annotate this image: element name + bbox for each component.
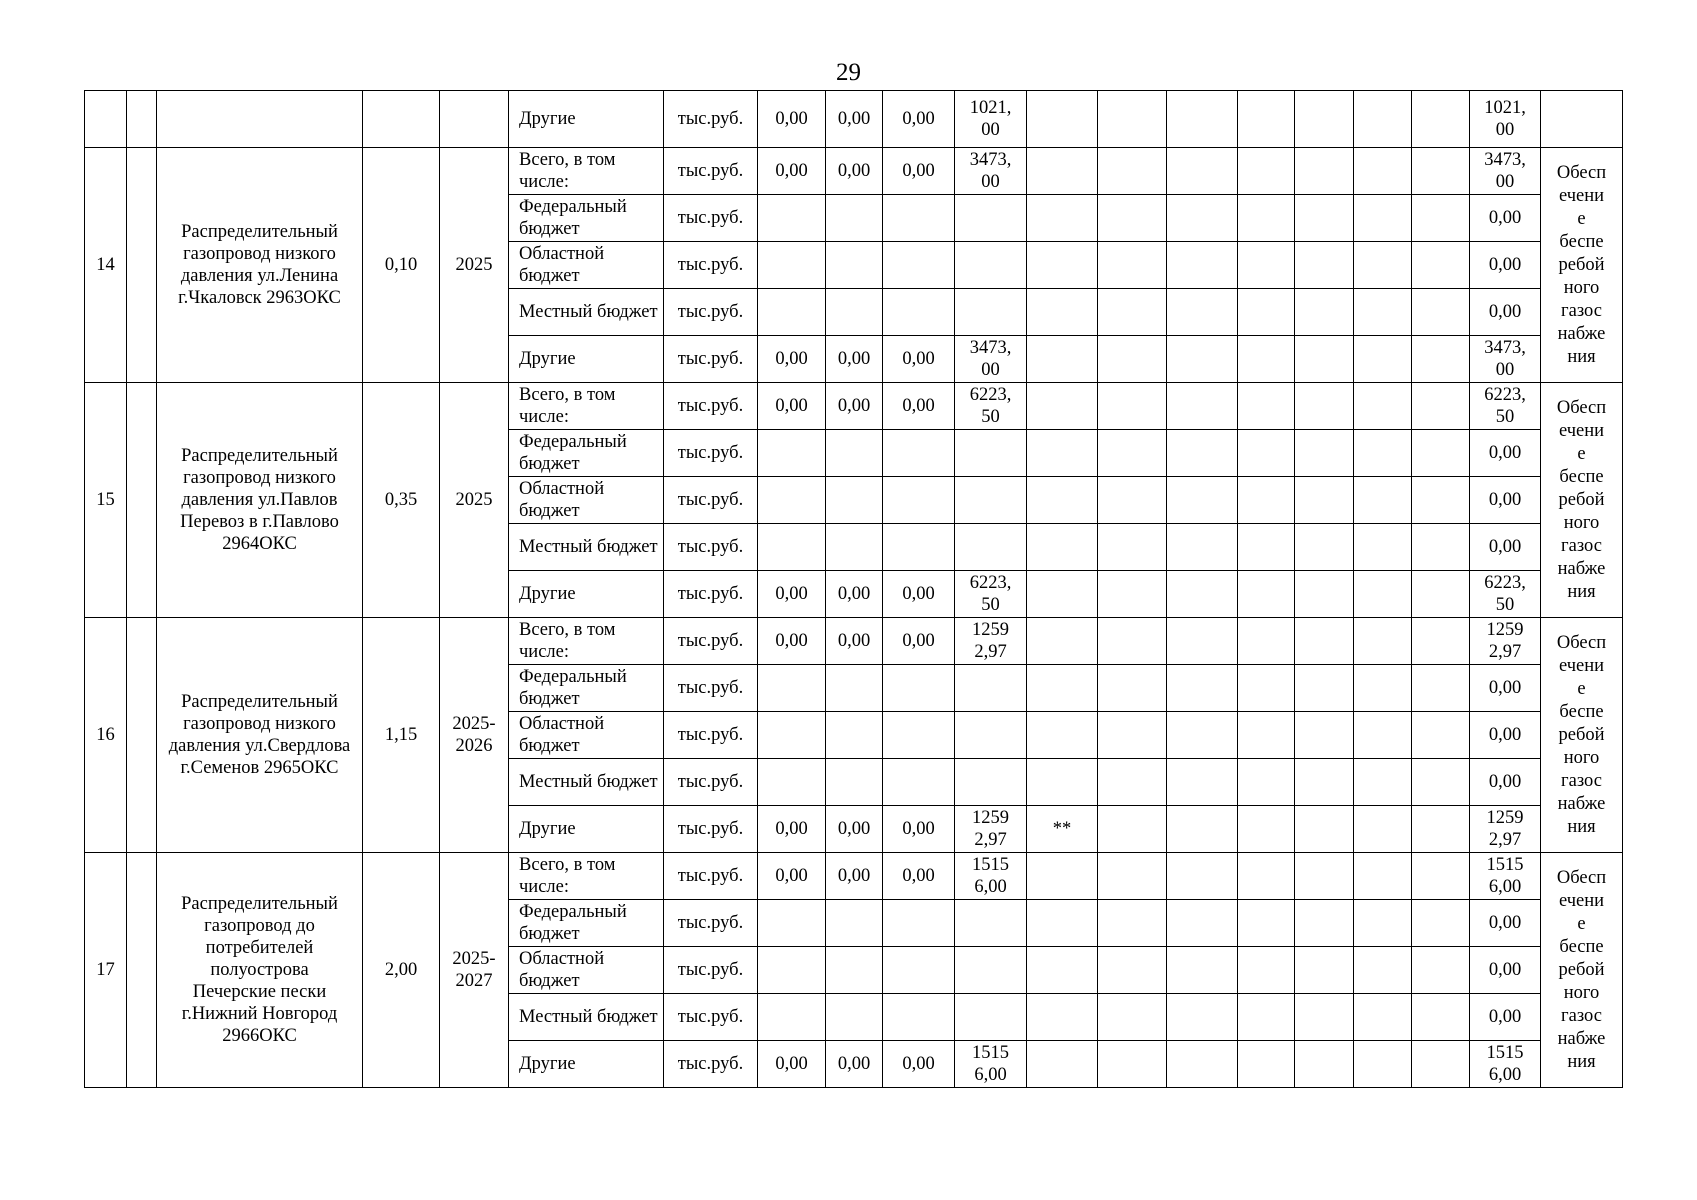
row-total: 6223, 50: [1470, 383, 1541, 430]
unit: тыс.руб.: [664, 1041, 758, 1088]
value-2: 0,00: [826, 1041, 883, 1088]
project-number: 16: [85, 618, 127, 853]
value-3: 0,00: [883, 383, 955, 430]
value-1: [758, 524, 826, 571]
funding-source: Федеральный бюджет: [509, 430, 664, 477]
row-total: 0,00: [1470, 712, 1541, 759]
value-4: 1259 2,97: [955, 618, 1027, 665]
value-4: [955, 712, 1027, 759]
note: [1027, 994, 1098, 1041]
unit: тыс.руб.: [664, 195, 758, 242]
value-3: 0,00: [883, 806, 955, 853]
value-3: [883, 524, 955, 571]
project-length: 1,15: [363, 618, 440, 853]
note: [1027, 947, 1098, 994]
unit: тыс.руб.: [664, 430, 758, 477]
value-1: 0,00: [758, 571, 826, 618]
cell-total: 1021, 00: [1470, 91, 1541, 148]
row-total: 0,00: [1470, 524, 1541, 571]
value-4: 1259 2,97: [955, 806, 1027, 853]
value-2: 0,00: [826, 806, 883, 853]
row-total: 1259 2,97: [1470, 618, 1541, 665]
value-4: [955, 242, 1027, 289]
cell-empty: [127, 91, 157, 148]
table-row: [85, 148, 1623, 195]
row-total: 1515 6,00: [1470, 1041, 1541, 1088]
cell-empty: [127, 853, 157, 1088]
cell-num: [85, 91, 127, 148]
funding-source: Федеральный бюджет: [509, 665, 664, 712]
value-3: 0,00: [883, 1041, 955, 1088]
value-2: 0,00: [826, 148, 883, 195]
funding-source: Областной бюджет: [509, 477, 664, 524]
table-row: [85, 853, 1623, 900]
cell-object: [157, 91, 363, 148]
value-4: [955, 759, 1027, 806]
unit: тыс.руб.: [664, 148, 758, 195]
value-1: 0,00: [758, 1041, 826, 1088]
value-3: [883, 712, 955, 759]
cell-value-1: 0,00: [758, 91, 826, 148]
funding-source: Всего, в том числе:: [509, 853, 664, 900]
funding-source: Местный бюджет: [509, 994, 664, 1041]
value-4: 6223, 50: [955, 383, 1027, 430]
value-4: [955, 289, 1027, 336]
value-3: [883, 994, 955, 1041]
value-3: [883, 900, 955, 947]
funding-source: Другие: [509, 336, 664, 383]
funding-source: Федеральный бюджет: [509, 900, 664, 947]
note: [1027, 383, 1098, 430]
project-length: 0,10: [363, 148, 440, 383]
value-1: 0,00: [758, 148, 826, 195]
value-2: 0,00: [826, 853, 883, 900]
cell-empty: [127, 618, 157, 853]
row-total: 0,00: [1470, 665, 1541, 712]
funding-source: Другие: [509, 1041, 664, 1088]
funding-source: Местный бюджет: [509, 524, 664, 571]
value-1: 0,00: [758, 853, 826, 900]
funding-source: Другие: [509, 806, 664, 853]
value-4: 1515 6,00: [955, 853, 1027, 900]
value-4: [955, 195, 1027, 242]
value-1: [758, 477, 826, 524]
value-2: 0,00: [826, 383, 883, 430]
row-total: 3473, 00: [1470, 148, 1541, 195]
value-3: [883, 195, 955, 242]
note: [1027, 148, 1098, 195]
budget-table: [84, 90, 1623, 1088]
row-total: 0,00: [1470, 759, 1541, 806]
note: [1027, 900, 1098, 947]
cell-unit: тыс.руб.: [664, 91, 758, 148]
row-total: 6223, 50: [1470, 571, 1541, 618]
project-purpose: Обесп ечени е беспе ребой ного газос набже ния: [1541, 853, 1623, 1088]
unit: тыс.руб.: [664, 900, 758, 947]
note: [1027, 524, 1098, 571]
funding-source: Местный бюджет: [509, 289, 664, 336]
project-name: Распределительный газопровод низкого давления ул.Свердлова г.Семенов 2965ОКС: [157, 618, 363, 853]
note: [1027, 1041, 1098, 1088]
value-1: [758, 994, 826, 1041]
value-1: [758, 430, 826, 477]
value-2: [826, 242, 883, 289]
cell-note: [1027, 91, 1098, 148]
funding-source: Всего, в том числе:: [509, 148, 664, 195]
unit: тыс.руб.: [664, 524, 758, 571]
note: [1027, 242, 1098, 289]
project-name: Распределительный газопровод низкого давления ул.Павлов Перевоз в г.Павлово 2964ОКС: [157, 383, 363, 618]
value-2: [826, 994, 883, 1041]
value-3: [883, 759, 955, 806]
project-number: 15: [85, 383, 127, 618]
row-total: 1515 6,00: [1470, 853, 1541, 900]
cell-value-3: 0,00: [883, 91, 955, 148]
row-total: 0,00: [1470, 242, 1541, 289]
value-4: 3473, 00: [955, 148, 1027, 195]
value-2: [826, 947, 883, 994]
value-2: [826, 524, 883, 571]
row-total: 0,00: [1470, 994, 1541, 1041]
value-4: [955, 430, 1027, 477]
value-1: [758, 665, 826, 712]
funding-source: Федеральный бюджет: [509, 195, 664, 242]
value-3: [883, 947, 955, 994]
value-1: [758, 242, 826, 289]
value-1: [758, 947, 826, 994]
unit: тыс.руб.: [664, 665, 758, 712]
value-2: [826, 195, 883, 242]
cell-value-4: 1021, 00: [955, 91, 1027, 148]
note: [1027, 336, 1098, 383]
row-total: 0,00: [1470, 477, 1541, 524]
value-2: 0,00: [826, 336, 883, 383]
note: [1027, 665, 1098, 712]
row-total: 0,00: [1470, 900, 1541, 947]
cell-empty: [127, 148, 157, 383]
row-total: 0,00: [1470, 430, 1541, 477]
funding-source: Местный бюджет: [509, 759, 664, 806]
value-4: 3473, 00: [955, 336, 1027, 383]
value-3: 0,00: [883, 571, 955, 618]
project-purpose: Обесп ечени е беспе ребой ного газос набже ния: [1541, 618, 1623, 853]
unit: тыс.руб.: [664, 994, 758, 1041]
cell-source: Другие: [509, 91, 664, 148]
value-3: [883, 665, 955, 712]
project-purpose: Обесп ечени е беспе ребой ного газос набже ния: [1541, 148, 1623, 383]
row-total: 3473, 00: [1470, 336, 1541, 383]
unit: тыс.руб.: [664, 759, 758, 806]
project-years: 2025-2026: [440, 618, 509, 853]
value-1: 0,00: [758, 806, 826, 853]
value-3: 0,00: [883, 336, 955, 383]
project-length: 0,35: [363, 383, 440, 618]
value-2: [826, 430, 883, 477]
project-years: 2025: [440, 148, 509, 383]
value-1: 0,00: [758, 383, 826, 430]
table-row: [85, 383, 1623, 430]
table-body: [85, 91, 1623, 1088]
value-1: [758, 900, 826, 947]
value-2: 0,00: [826, 618, 883, 665]
unit: тыс.руб.: [664, 712, 758, 759]
value-1: 0,00: [758, 336, 826, 383]
value-2: [826, 477, 883, 524]
value-1: [758, 712, 826, 759]
value-4: [955, 665, 1027, 712]
note: [1027, 759, 1098, 806]
continuation-row: [85, 91, 1623, 148]
value-3: [883, 477, 955, 524]
unit: тыс.руб.: [664, 947, 758, 994]
value-4: 6223, 50: [955, 571, 1027, 618]
value-4: [955, 994, 1027, 1041]
value-4: [955, 900, 1027, 947]
page-number: 29: [836, 59, 861, 86]
value-4: 1515 6,00: [955, 1041, 1027, 1088]
value-2: [826, 759, 883, 806]
project-years: 2025: [440, 383, 509, 618]
value-1: [758, 195, 826, 242]
value-2: [826, 665, 883, 712]
unit: тыс.руб.: [664, 383, 758, 430]
cell-years: [440, 91, 509, 148]
project-number: 14: [85, 148, 127, 383]
value-4: [955, 947, 1027, 994]
value-4: [955, 524, 1027, 571]
row-total: 0,00: [1470, 195, 1541, 242]
value-3: 0,00: [883, 853, 955, 900]
cell-empty: [127, 383, 157, 618]
note: [1027, 430, 1098, 477]
cell-purpose: [1541, 91, 1623, 148]
value-2: [826, 289, 883, 336]
funding-source: Областной бюджет: [509, 242, 664, 289]
project-years: 2025-2027: [440, 853, 509, 1088]
value-2: [826, 712, 883, 759]
project-name: Распределительный газопровод низкого давления ул.Ленина г.Чкаловск 2963ОКС: [157, 148, 363, 383]
funding-source: Областной бюджет: [509, 712, 664, 759]
note: [1027, 618, 1098, 665]
value-1: 0,00: [758, 618, 826, 665]
row-total: 1259 2,97: [1470, 806, 1541, 853]
unit: тыс.руб.: [664, 571, 758, 618]
value-3: [883, 289, 955, 336]
funding-source: Всего, в том числе:: [509, 383, 664, 430]
project-purpose: Обесп ечени е беспе ребой ного газос набже ния: [1541, 383, 1623, 618]
note: **: [1027, 806, 1098, 853]
value-4: [955, 477, 1027, 524]
unit: тыс.руб.: [664, 289, 758, 336]
note: [1027, 712, 1098, 759]
value-2: 0,00: [826, 571, 883, 618]
cell-length: [363, 91, 440, 148]
table-row: [85, 618, 1623, 665]
unit: тыс.руб.: [664, 477, 758, 524]
note: [1027, 195, 1098, 242]
row-total: 0,00: [1470, 289, 1541, 336]
unit: тыс.руб.: [664, 853, 758, 900]
unit: тыс.руб.: [664, 242, 758, 289]
note: [1027, 571, 1098, 618]
project-name: Распределительный газопровод до потребителей полуострова Печерские пески г.Нижний Новгород 2966ОКС: [157, 853, 363, 1088]
value-3: 0,00: [883, 618, 955, 665]
project-number: 17: [85, 853, 127, 1088]
funding-source: Другие: [509, 571, 664, 618]
value-2: [826, 900, 883, 947]
unit: тыс.руб.: [664, 806, 758, 853]
value-3: [883, 430, 955, 477]
unit: тыс.руб.: [664, 336, 758, 383]
note: [1027, 477, 1098, 524]
value-3: 0,00: [883, 148, 955, 195]
funding-source: Всего, в том числе:: [509, 618, 664, 665]
row-total: 0,00: [1470, 947, 1541, 994]
value-1: [758, 289, 826, 336]
funding-source: Областной бюджет: [509, 947, 664, 994]
note: [1027, 289, 1098, 336]
cell-value-2: 0,00: [826, 91, 883, 148]
note: [1027, 853, 1098, 900]
value-3: [883, 242, 955, 289]
project-length: 2,00: [363, 853, 440, 1088]
value-1: [758, 759, 826, 806]
unit: тыс.руб.: [664, 618, 758, 665]
